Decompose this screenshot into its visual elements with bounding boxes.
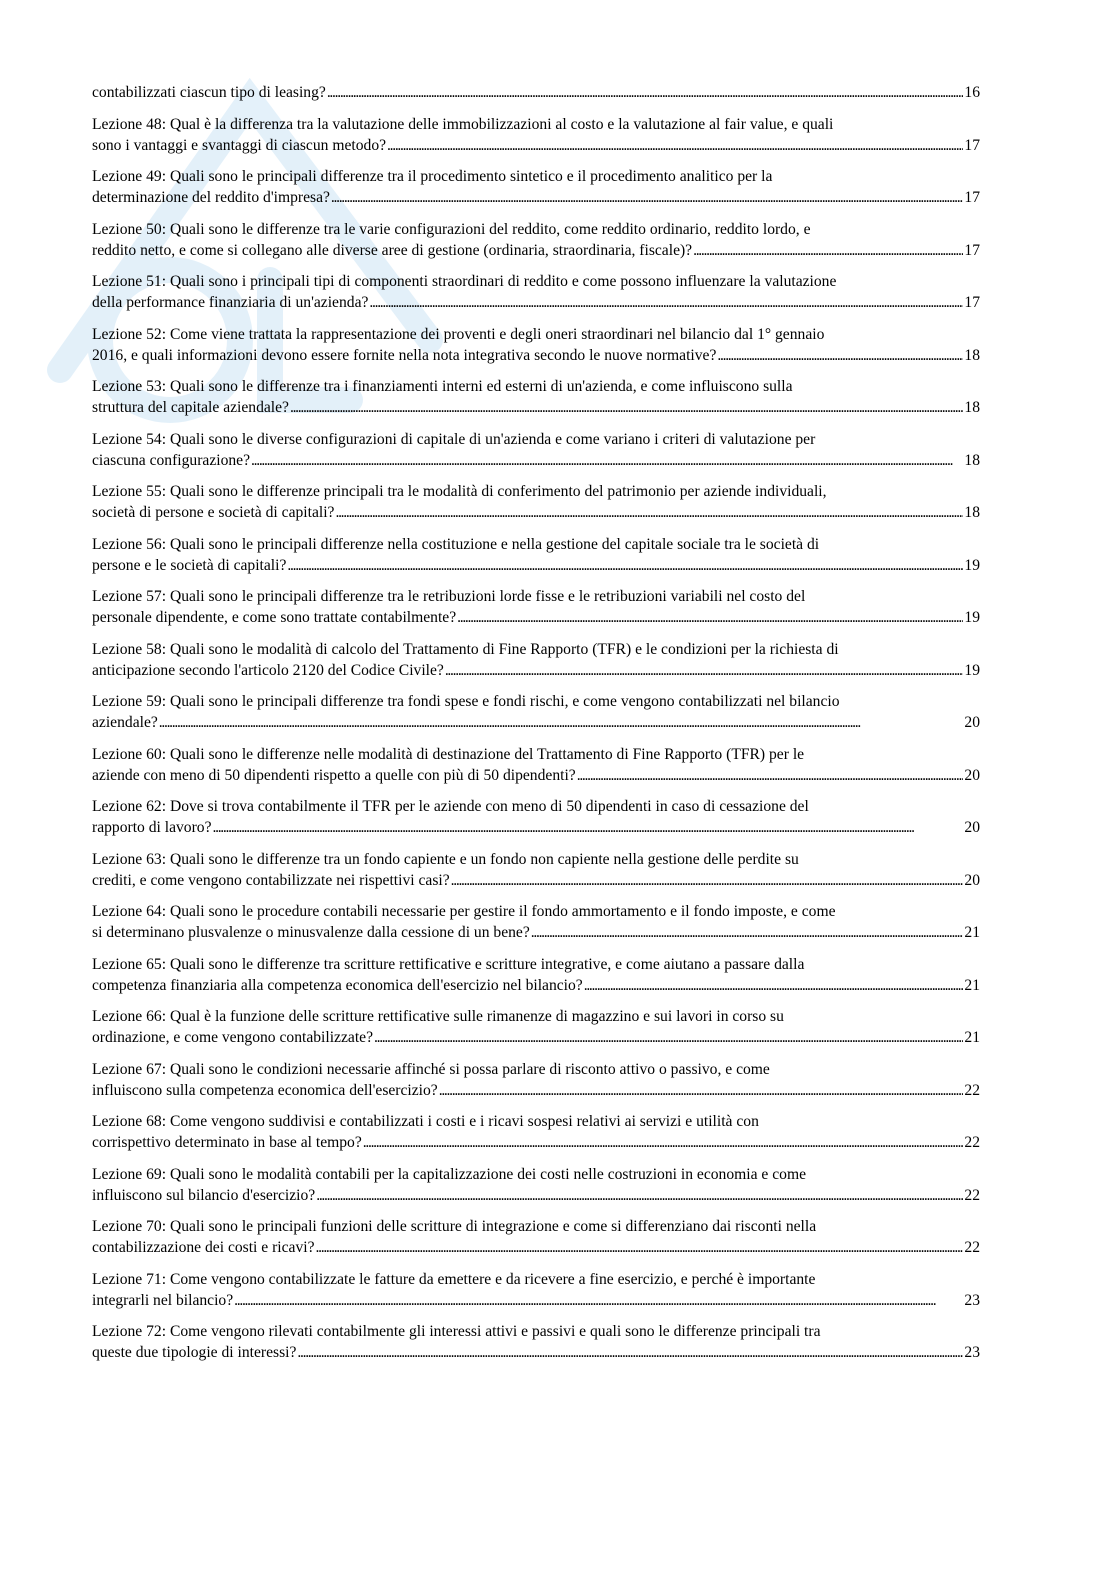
toc-page-number: 21 [964, 1029, 980, 1046]
toc-entry-text: Lezione 67: Quali sono le condizioni necessarie affinché si possa parlare di risconto attivo o passivo, e come [92, 1060, 770, 1078]
toc-entry-text: ciascuna configurazione? [92, 451, 251, 469]
toc-entry-text: rapporto di lavoro? [92, 819, 212, 836]
toc-entry[interactable] [92, 324, 980, 366]
toc-page-number: 18 [964, 346, 980, 364]
toc-entry-text: contabilizzazione dei costi e ricavi? [92, 1239, 315, 1256]
toc-entry[interactable] [92, 376, 980, 418]
toc-entry[interactable] [92, 691, 980, 733]
toc-entry-text: Lezione 62: Dove si trova contabilmente il TFR per le aziende con meno di 50 dipendenti in caso di cessazione del [92, 798, 809, 815]
toc-entry-text: Lezione 56: Quali sono le principali differenze nella costituzione e nella gestione del capitale sociale tra le società di [92, 535, 820, 553]
toc-entry-last-line [92, 397, 980, 418]
toc-entry-last-line [92, 555, 980, 576]
toc-page-number: 20 [964, 766, 980, 784]
toc-page-number: 17 [964, 241, 980, 259]
toc-page-number: 21 [964, 976, 980, 994]
toc-page-number: 20 [964, 714, 980, 731]
toc-entry[interactable] [92, 82, 980, 103]
dot-leader [327, 82, 964, 103]
dot-leader [234, 1290, 963, 1311]
toc-entry-text: Lezione 71: Come vengono contabilizzate le fatture da emettere e da ricevere a fine esercizio, e perché è importante [92, 1270, 816, 1288]
toc-entry-text: aziende con meno di 50 dipendenti rispetto a quelle con più di 50 dipendenti? [92, 766, 576, 784]
dot-leader [717, 345, 963, 366]
toc-page-number: 19 [964, 661, 980, 679]
dot-leader [374, 1027, 963, 1048]
toc-entry[interactable] [92, 481, 980, 523]
toc-entry-text: Lezione 57: Quali sono le principali differenze tra le retribuzioni lorde fisse e le retribuzioni variabili nel costo del [92, 588, 806, 605]
toc-entry-text: Lezione 63: Quali sono le differenze tra un fondo capiente e un fondo non capiente nella gestione delle perdite su [92, 850, 799, 868]
toc-entry[interactable] [92, 1059, 980, 1101]
toc-entry-last-line [92, 1185, 980, 1206]
toc-entry-last-line [92, 660, 980, 681]
toc-page-number: 17 [964, 294, 980, 311]
dot-leader [451, 870, 964, 891]
toc-entry-text: sono i vantaggi e svantaggi di ciascun metodo? [92, 136, 387, 154]
toc-entry-text: aziendale? [92, 714, 158, 731]
toc-entry-text: Lezione 69: Quali sono le modalità contabili per la capitalizzazione dei costi nelle costruzioni in economia e come [92, 1165, 807, 1183]
toc-entry[interactable] [92, 219, 980, 261]
toc-entry-text: Lezione 66: Qual è la funzione delle scritture rettificative sulle rimanenze di magazzino e sui lavori in corso su [92, 1008, 784, 1025]
toc-entry-text: reddito netto, e come si collegano alle diverse aree di gestione (ordinaria, straordinaria, fiscale)? [92, 241, 693, 259]
toc-entry-text: Lezione 53: Quali sono le differenze tra i finanziamenti interni ed esterni di un'azienda, e come influiscono sulla [92, 378, 793, 395]
table-of-contents [92, 82, 980, 1374]
toc-entry[interactable] [92, 954, 980, 996]
toc-entry-text: Lezione 48: Qual è la differenza tra la valutazione delle immobilizzazioni al costo e la valutazione al fair value, e quali [92, 115, 834, 133]
toc-entry-last-line [92, 135, 980, 156]
toc-entry[interactable] [92, 1164, 980, 1206]
toc-entry[interactable] [92, 534, 980, 576]
toc-entry-last-line [92, 82, 980, 103]
toc-entry-text: società di persone e società di capitali? [92, 504, 335, 521]
toc-entry[interactable] [92, 744, 980, 786]
toc-entry-last-line [92, 1237, 980, 1258]
toc-entry[interactable] [92, 849, 980, 891]
toc-entry-text: Lezione 64: Quali sono le procedure contabili necessarie per gestire il fondo ammortamento e il fondo imposte, e come [92, 903, 836, 920]
dot-leader [387, 135, 963, 156]
toc-entry-last-line [92, 1290, 980, 1311]
toc-entry-text: contabilizzati ciascun tipo di leasing? [92, 84, 326, 101]
dot-leader [316, 1185, 963, 1206]
dot-leader [290, 397, 963, 418]
toc-entry-text: influiscono sul bilancio d'esercizio? [92, 1186, 316, 1204]
toc-entry[interactable] [92, 1111, 980, 1153]
toc-page-number: 18 [964, 451, 980, 469]
toc-entry-text: Lezione 65: Quali sono le differenze tra scritture rettificative e scritture integrative, e come aiutano a passare dalla [92, 955, 805, 973]
toc-entry-text: si determinano plusvalenze o minusvalenze dalla cessione di un bene? [92, 924, 530, 941]
toc-entry-last-line [92, 1027, 980, 1048]
toc-entry[interactable] [92, 1006, 980, 1048]
dot-leader [439, 1080, 964, 1101]
toc-entry-last-line [92, 712, 980, 733]
toc-entry-last-line [92, 765, 980, 786]
toc-entry-text: Lezione 70: Quali sono le principali funzioni delle scritture di integrazione e come si differenziano dai risconti nella [92, 1218, 817, 1235]
toc-entry-text: Lezione 51: Quali sono i principali tipi di componenti straordinari di reddito e come possono influenzare la valutazione [92, 273, 837, 290]
toc-page-number: 23 [964, 1291, 980, 1309]
dot-leader [159, 712, 964, 733]
toc-entry[interactable] [92, 1269, 980, 1311]
toc-entry-text: personale dipendente, e come sono trattate contabilmente? [92, 609, 457, 626]
toc-entry-text: Lezione 68: Come vengono suddivisi e contabilizzati i costi e i ricavi sospesi relativi ai servizi e utilità con [92, 1113, 759, 1130]
toc-entry-text: Lezione 49: Quali sono le principali differenze tra il procedimento sintetico e il procedimento analitico per la [92, 168, 773, 185]
dot-leader [251, 450, 963, 471]
toc-entry[interactable] [92, 586, 980, 628]
toc-entry-text: Lezione 50: Quali sono le differenze tra le varie configurazioni del reddito, come reddito ordinario, reddito lordo, e [92, 220, 811, 238]
toc-entry-text: Lezione 72: Come vengono rilevati contabilmente gli interessi attivi e passivi e quali sono le differenze principali tra [92, 1323, 821, 1340]
toc-entry[interactable] [92, 429, 980, 471]
dot-leader [331, 187, 963, 208]
toc-page-number: 22 [964, 1134, 980, 1151]
dot-leader [584, 975, 964, 996]
dot-leader [335, 502, 963, 523]
toc-entry[interactable] [92, 796, 980, 838]
toc-entry-text: integrarli nel bilancio? [92, 1291, 234, 1309]
toc-page-number: 20 [964, 871, 980, 889]
toc-page-number: 21 [964, 924, 980, 941]
toc-entry-last-line [92, 817, 980, 838]
toc-page-number: 17 [964, 136, 980, 154]
toc-entry-last-line [92, 292, 980, 313]
toc-page-number: 19 [964, 609, 980, 626]
toc-entry-last-line [92, 607, 980, 628]
toc-entry-text: persone e le società di capitali? [92, 556, 287, 574]
toc-entry-last-line [92, 240, 980, 261]
dot-leader [445, 660, 964, 681]
dot-leader [369, 292, 963, 313]
toc-entry-text: influiscono sulla competenza economica dell'esercizio? [92, 1081, 438, 1099]
toc-entry-text: competenza finanziaria alla competenza economica dell'esercizio nel bilancio? [92, 976, 583, 994]
dot-leader [457, 607, 963, 628]
dot-leader [531, 922, 964, 943]
toc-page-number: 22 [964, 1186, 980, 1204]
toc-entry-last-line [92, 922, 980, 943]
dot-leader [363, 1132, 964, 1153]
toc-entry[interactable] [92, 1321, 980, 1363]
toc-entry-text: crediti, e come vengono contabilizzate nei rispettivi casi? [92, 871, 450, 889]
toc-entry-text: della performance finanziaria di un'azienda? [92, 294, 369, 311]
toc-entry-text: queste due tipologie di interessi? [92, 1344, 297, 1361]
toc-entry-last-line [92, 450, 980, 471]
toc-page-number: 22 [964, 1081, 980, 1099]
toc-page-number: 23 [964, 1344, 980, 1361]
dot-leader [287, 555, 963, 576]
toc-page-number: 18 [964, 504, 980, 521]
toc-entry-text: ordinazione, e come vengono contabilizzate? [92, 1029, 373, 1046]
toc-page-number: 18 [964, 399, 980, 416]
toc-entry[interactable] [92, 639, 980, 681]
dot-leader [213, 817, 964, 838]
toc-entry-text: Lezione 52: Come viene trattata la rappresentazione dei proventi e degli oneri straordinari nel bilancio dal 1° gennaio [92, 325, 825, 343]
toc-entry-text: anticipazione secondo l'articolo 2120 del Codice Civile? [92, 661, 444, 679]
toc-page-number: 19 [964, 556, 980, 574]
toc-entry-text: 2016, e quali informazioni devono essere fornite nella nota integrativa secondo le nuove normative? [92, 346, 717, 364]
toc-entry-last-line [92, 1132, 980, 1153]
toc-entry[interactable] [92, 1216, 980, 1258]
toc-entry-text: Lezione 55: Quali sono le differenze principali tra le modalità di conferimento del patrimonio per aziende individuali, [92, 483, 827, 500]
toc-entry[interactable] [92, 166, 980, 208]
dot-leader [316, 1237, 964, 1258]
toc-page-number: 22 [964, 1239, 980, 1256]
toc-entry-last-line [92, 345, 980, 366]
dot-leader [693, 240, 963, 261]
toc-entry[interactable] [92, 271, 980, 313]
toc-entry-text: Lezione 54: Quali sono le diverse configurazioni di capitale di un'azienda e come variano i criteri di valutazione per [92, 430, 816, 448]
toc-entry-last-line [92, 187, 980, 208]
toc-page-number: 16 [964, 84, 980, 101]
toc-page-number: 17 [964, 189, 980, 206]
toc-entry-text: Lezione 58: Quali sono le modalità di calcolo del Trattamento di Fine Rapporto (TFR) e le condizioni per la richiesta di [92, 640, 839, 658]
toc-entry-last-line [92, 1342, 980, 1363]
toc-page-number: 20 [964, 819, 980, 836]
toc-entry-text: Lezione 60: Quali sono le differenze nelle modalità di destinazione del Trattamento di Fine Rapporto (TFR) per le [92, 745, 805, 763]
toc-entry[interactable] [92, 901, 980, 943]
toc-entry-text: corrispettivo determinato in base al tempo? [92, 1134, 362, 1151]
toc-entry-last-line [92, 1080, 980, 1101]
dot-leader [297, 1342, 963, 1363]
toc-entry-text: determinazione del reddito d'impresa? [92, 189, 330, 206]
toc-entry[interactable] [92, 114, 980, 156]
toc-entry-last-line [92, 502, 980, 523]
toc-entry-last-line [92, 870, 980, 891]
toc-entry-text: struttura del capitale aziendale? [92, 399, 289, 416]
toc-entry-last-line [92, 975, 980, 996]
toc-entry-text: Lezione 59: Quali sono le principali differenze tra fondi spese e fondi rischi, e come vengono contabilizzati nel bilancio [92, 693, 840, 710]
dot-leader [577, 765, 964, 786]
